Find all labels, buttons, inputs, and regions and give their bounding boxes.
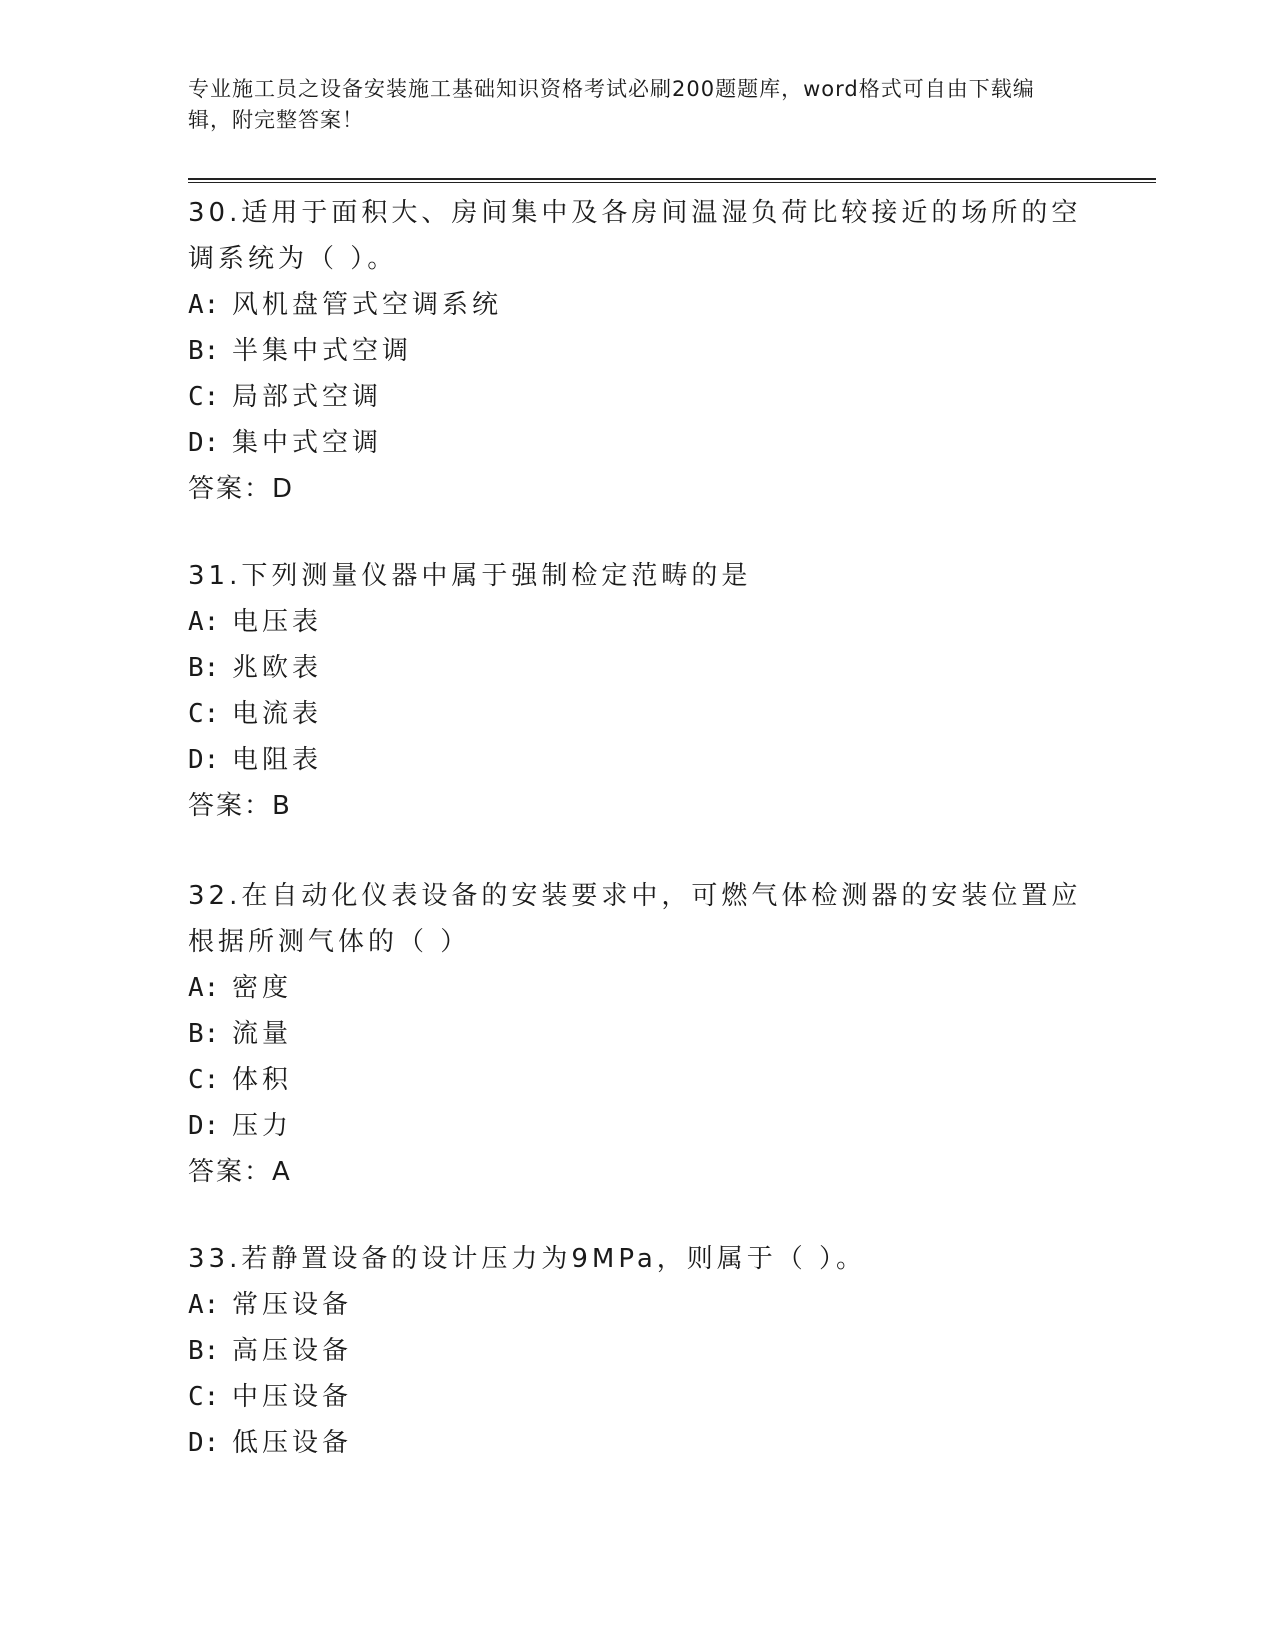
option-b [188,328,1088,374]
option-c [188,1057,1088,1103]
option-letter: D: [188,428,220,458]
answer-line: 答案：D [188,474,295,504]
option-text: 电阻表 [232,745,323,775]
option-letter: A: [188,1290,220,1320]
option-letter: C: [188,1382,220,1412]
option-a [188,1282,1088,1328]
option-text: 中压设备 [232,1382,353,1412]
question-stem: 31.下列测量仪器中属于强制检定范畴的是 [188,561,752,591]
option-letter: C: [188,382,220,412]
option-text: 半集中式空调 [232,336,413,366]
option-d [188,420,1088,466]
option-text: 高压设备 [232,1336,353,1366]
question-block [188,873,1088,1195]
document-header: 专业施工员之设备安装施工基础知识资格考试必刷200题题库，word格式可自由下载编辑，附完整答案！ [188,77,1035,132]
option-text: 流量 [232,1019,293,1049]
question-stem: 30.适用于面积大、房间集中及各房间温湿负荷比较接近的场所的空调系统为（ ）。 [188,198,1082,274]
option-a [188,965,1088,1011]
option-letter: D: [188,745,220,775]
option-letter: B: [188,336,220,366]
option-c [188,374,1088,420]
option-text: 常压设备 [232,1290,353,1320]
option-letter: A: [188,290,220,320]
option-text: 局部式空调 [232,382,383,412]
question-block [188,1236,1088,1466]
question-block [188,553,1088,829]
option-a [188,282,1088,328]
option-letter: A: [188,607,220,637]
option-text: 体积 [232,1065,293,1095]
option-text: 风机盘管式空调系统 [232,290,503,320]
header-divider [188,178,1156,183]
question-stem: 33.若静置设备的设计压力为9MPa，则属于（ ）。 [188,1244,867,1274]
option-d [188,1420,1088,1466]
option-letter: B: [188,1019,220,1049]
option-letter: C: [188,699,220,729]
option-b [188,645,1088,691]
option-text: 电流表 [232,699,323,729]
option-letter: C: [188,1065,220,1095]
option-letter: D: [188,1428,220,1458]
question-block [188,190,1088,512]
option-text: 集中式空调 [232,428,383,458]
option-d [188,1103,1088,1149]
option-text: 兆欧表 [232,653,323,683]
option-text: 电压表 [232,607,323,637]
option-a [188,599,1088,645]
question-stem: 32.在自动化仪表设备的安装要求中，可燃气体检测器的安装位置应根据所测气体的（ ） [188,881,1082,957]
option-letter: D: [188,1111,220,1141]
option-text: 低压设备 [232,1428,353,1458]
option-c [188,691,1088,737]
option-b [188,1011,1088,1057]
option-letter: B: [188,1336,220,1366]
option-b [188,1328,1088,1374]
option-text: 密度 [232,973,293,1003]
option-c [188,1374,1088,1420]
option-text: 压力 [232,1111,293,1141]
option-letter: A: [188,973,220,1003]
option-letter: B: [188,653,220,683]
answer-line: 答案：B [188,791,292,821]
answer-line: 答案：A [188,1157,292,1187]
option-d [188,737,1088,783]
